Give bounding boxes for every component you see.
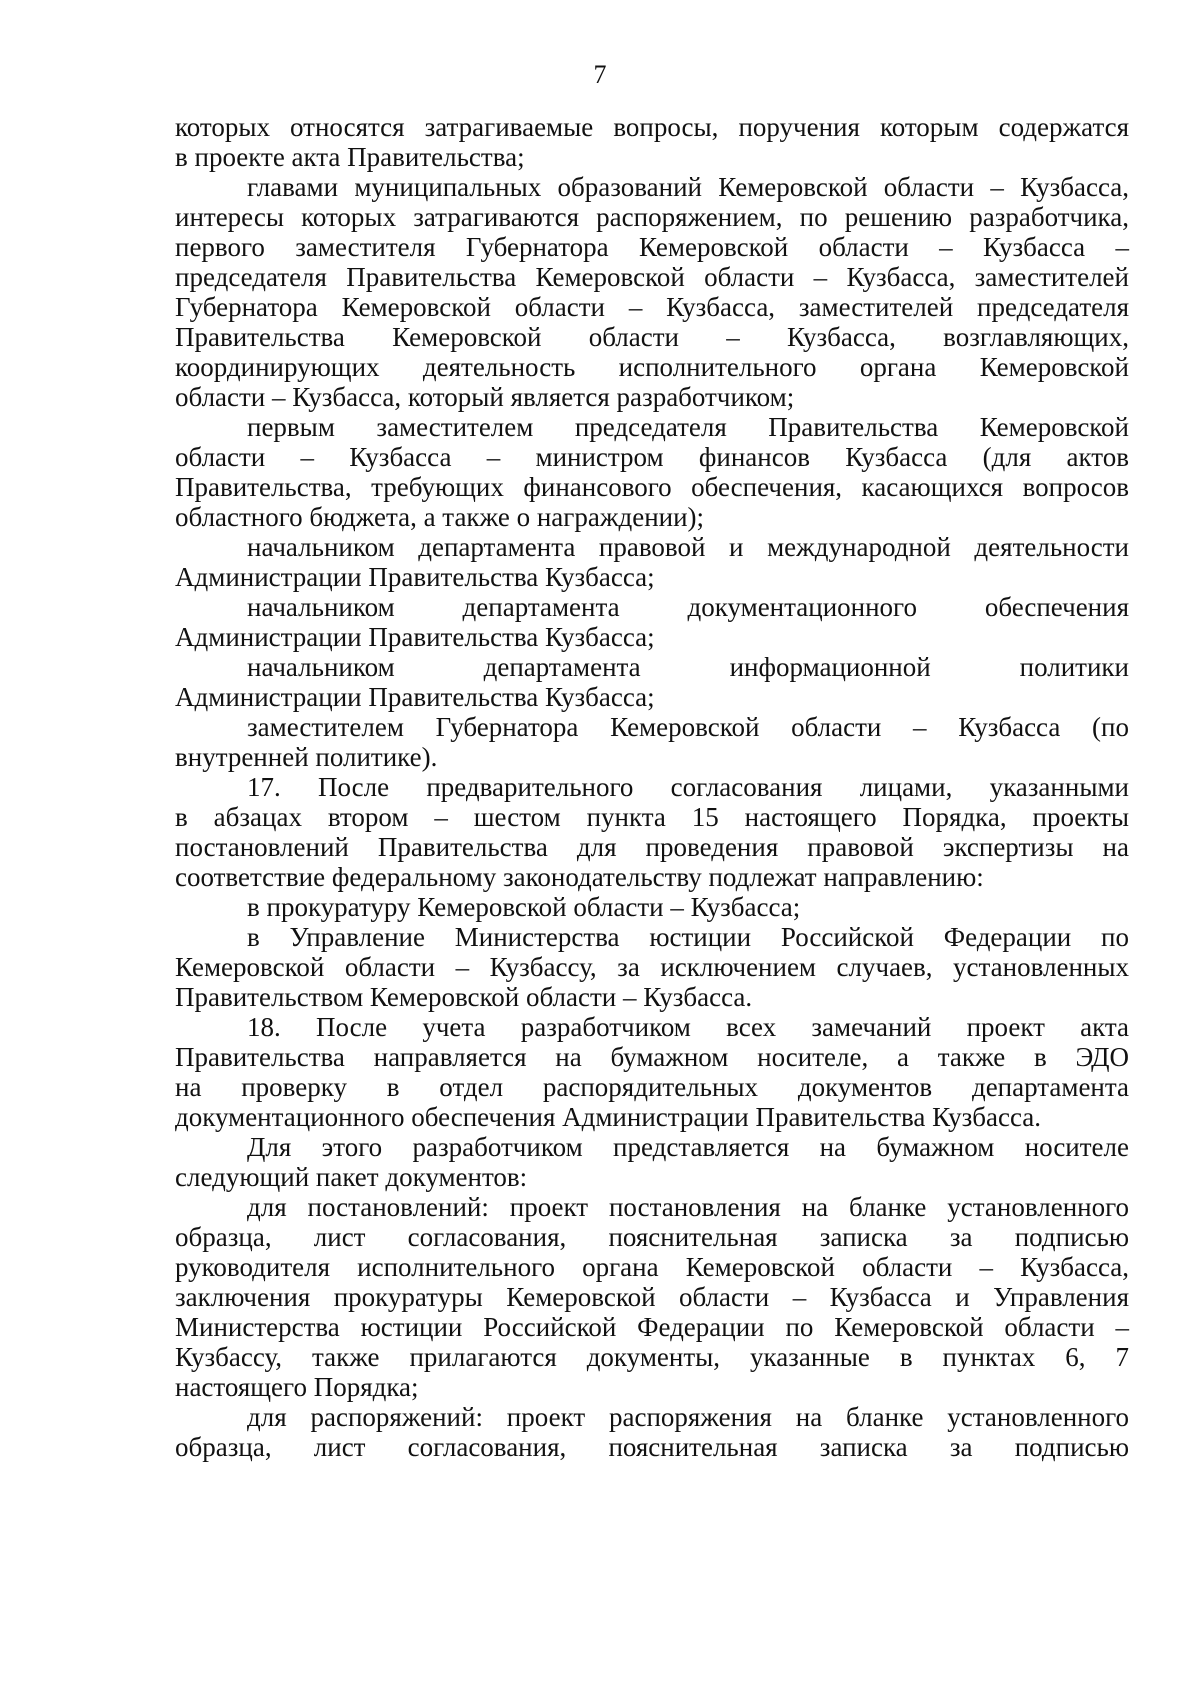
text-line: в Управление Министерства юстиции Российской Федерации по <box>247 922 1129 952</box>
text-line: Кемеровской области – Кузбассу, за исключением случаев, установленных <box>175 952 1129 982</box>
text-line: Губернатора Кемеровской области – Кузбасса, заместителей председателя <box>175 292 1129 322</box>
text-line: в прокуратуру Кемеровской области – Кузбасса; <box>247 892 801 922</box>
page-number: 7 <box>593 60 607 89</box>
text-line: Министерства юстиции Российской Федерации по Кемеровской области – <box>175 1312 1129 1342</box>
text-line: которых относятся затрагиваемые вопросы, поручения которым содержатся <box>175 112 1129 142</box>
text-line: настоящего Порядка; <box>175 1372 419 1402</box>
text-line: Администрации Правительства Кузбасса; <box>175 622 655 652</box>
text-line: Администрации Правительства Кузбасса; <box>175 562 655 592</box>
text-line: Кузбассу, также прилагаются документы, указанные в пунктах 6, 7 <box>175 1342 1129 1372</box>
text-line: Администрации Правительства Кузбасса; <box>175 682 655 712</box>
text-line: для постановлений: проект постановления на бланке установленного <box>247 1192 1129 1222</box>
text-line: заместителем Губернатора Кемеровской области – Кузбасса (по <box>247 712 1129 742</box>
text-line: внутренней политике). <box>175 742 438 772</box>
text-line: Правительства Кемеровской области – Кузбасса, возглавляющих, <box>175 322 1129 352</box>
text-line: Для этого разработчиком представляется на бумажном носителе <box>247 1132 1129 1162</box>
text-line: Правительством Кемеровской области – Кузбасса. <box>175 982 753 1012</box>
text-line: на проверку в отдел распорядительных документов департамента <box>175 1072 1129 1102</box>
text-line: образца, лист согласования, пояснительная записка за подписью <box>175 1222 1129 1252</box>
text-line: 17. После предварительного согласования лицами, указанными <box>247 772 1129 802</box>
text-line: координирующих деятельность исполнительного органа Кемеровской <box>175 352 1129 382</box>
text-line: Правительства направляется на бумажном носителе, а также в ЭДО <box>175 1042 1129 1072</box>
text-line: первого заместителя Губернатора Кемеровской области – Кузбасса – <box>175 232 1129 262</box>
text-line: начальником департамента информационной политики <box>247 652 1129 682</box>
text-line: главами муниципальных образований Кемеровской области – Кузбасса, <box>247 172 1129 202</box>
text-line: в проекте акта Правительства; <box>175 142 525 172</box>
text-line: начальником департамента документационного обеспечения <box>247 592 1129 622</box>
text-line: начальником департамента правовой и международной деятельности <box>247 532 1129 562</box>
text-line: 18. После учета разработчиком всех замечаний проект акта <box>247 1012 1129 1042</box>
text-line: интересы которых затрагиваются распоряжением, по решению разработчика, <box>175 202 1129 232</box>
text-line: области – Кузбасса, который является разработчиком; <box>175 382 795 412</box>
text-line: заключения прокуратуры Кемеровской области – Кузбасса и Управления <box>175 1282 1129 1312</box>
text-line: для распоряжений: проект распоряжения на бланке установленного <box>247 1402 1129 1432</box>
text-line: постановлений Правительства для проведения правовой экспертизы на <box>175 832 1129 862</box>
text-line: председателя Правительства Кемеровской области – Кузбасса, заместителей <box>175 262 1129 292</box>
text-line: первым заместителем председателя Правительства Кемеровской <box>247 412 1129 442</box>
text-line: документационного обеспечения Администрации Правительства Кузбасса. <box>175 1102 1042 1132</box>
text-line: областного бюджета, а также о награждении); <box>175 502 705 532</box>
text-line: в абзацах втором – шестом пункта 15 настоящего Порядка, проекты <box>175 802 1129 832</box>
text-line: следующий пакет документов: <box>175 1162 528 1192</box>
text-line: соответствие федеральному законодательству подлежат направлению: <box>175 862 984 892</box>
text-line: образца, лист согласования, пояснительная записка за подписью <box>175 1432 1129 1462</box>
text-line: Правительства, требующих финансового обеспечения, касающихся вопросов <box>175 472 1129 502</box>
text-line: руководителя исполнительного органа Кемеровской области – Кузбасса, <box>175 1252 1129 1282</box>
text-line: области – Кузбасса – министром финансов Кузбасса (для актов <box>175 442 1129 472</box>
